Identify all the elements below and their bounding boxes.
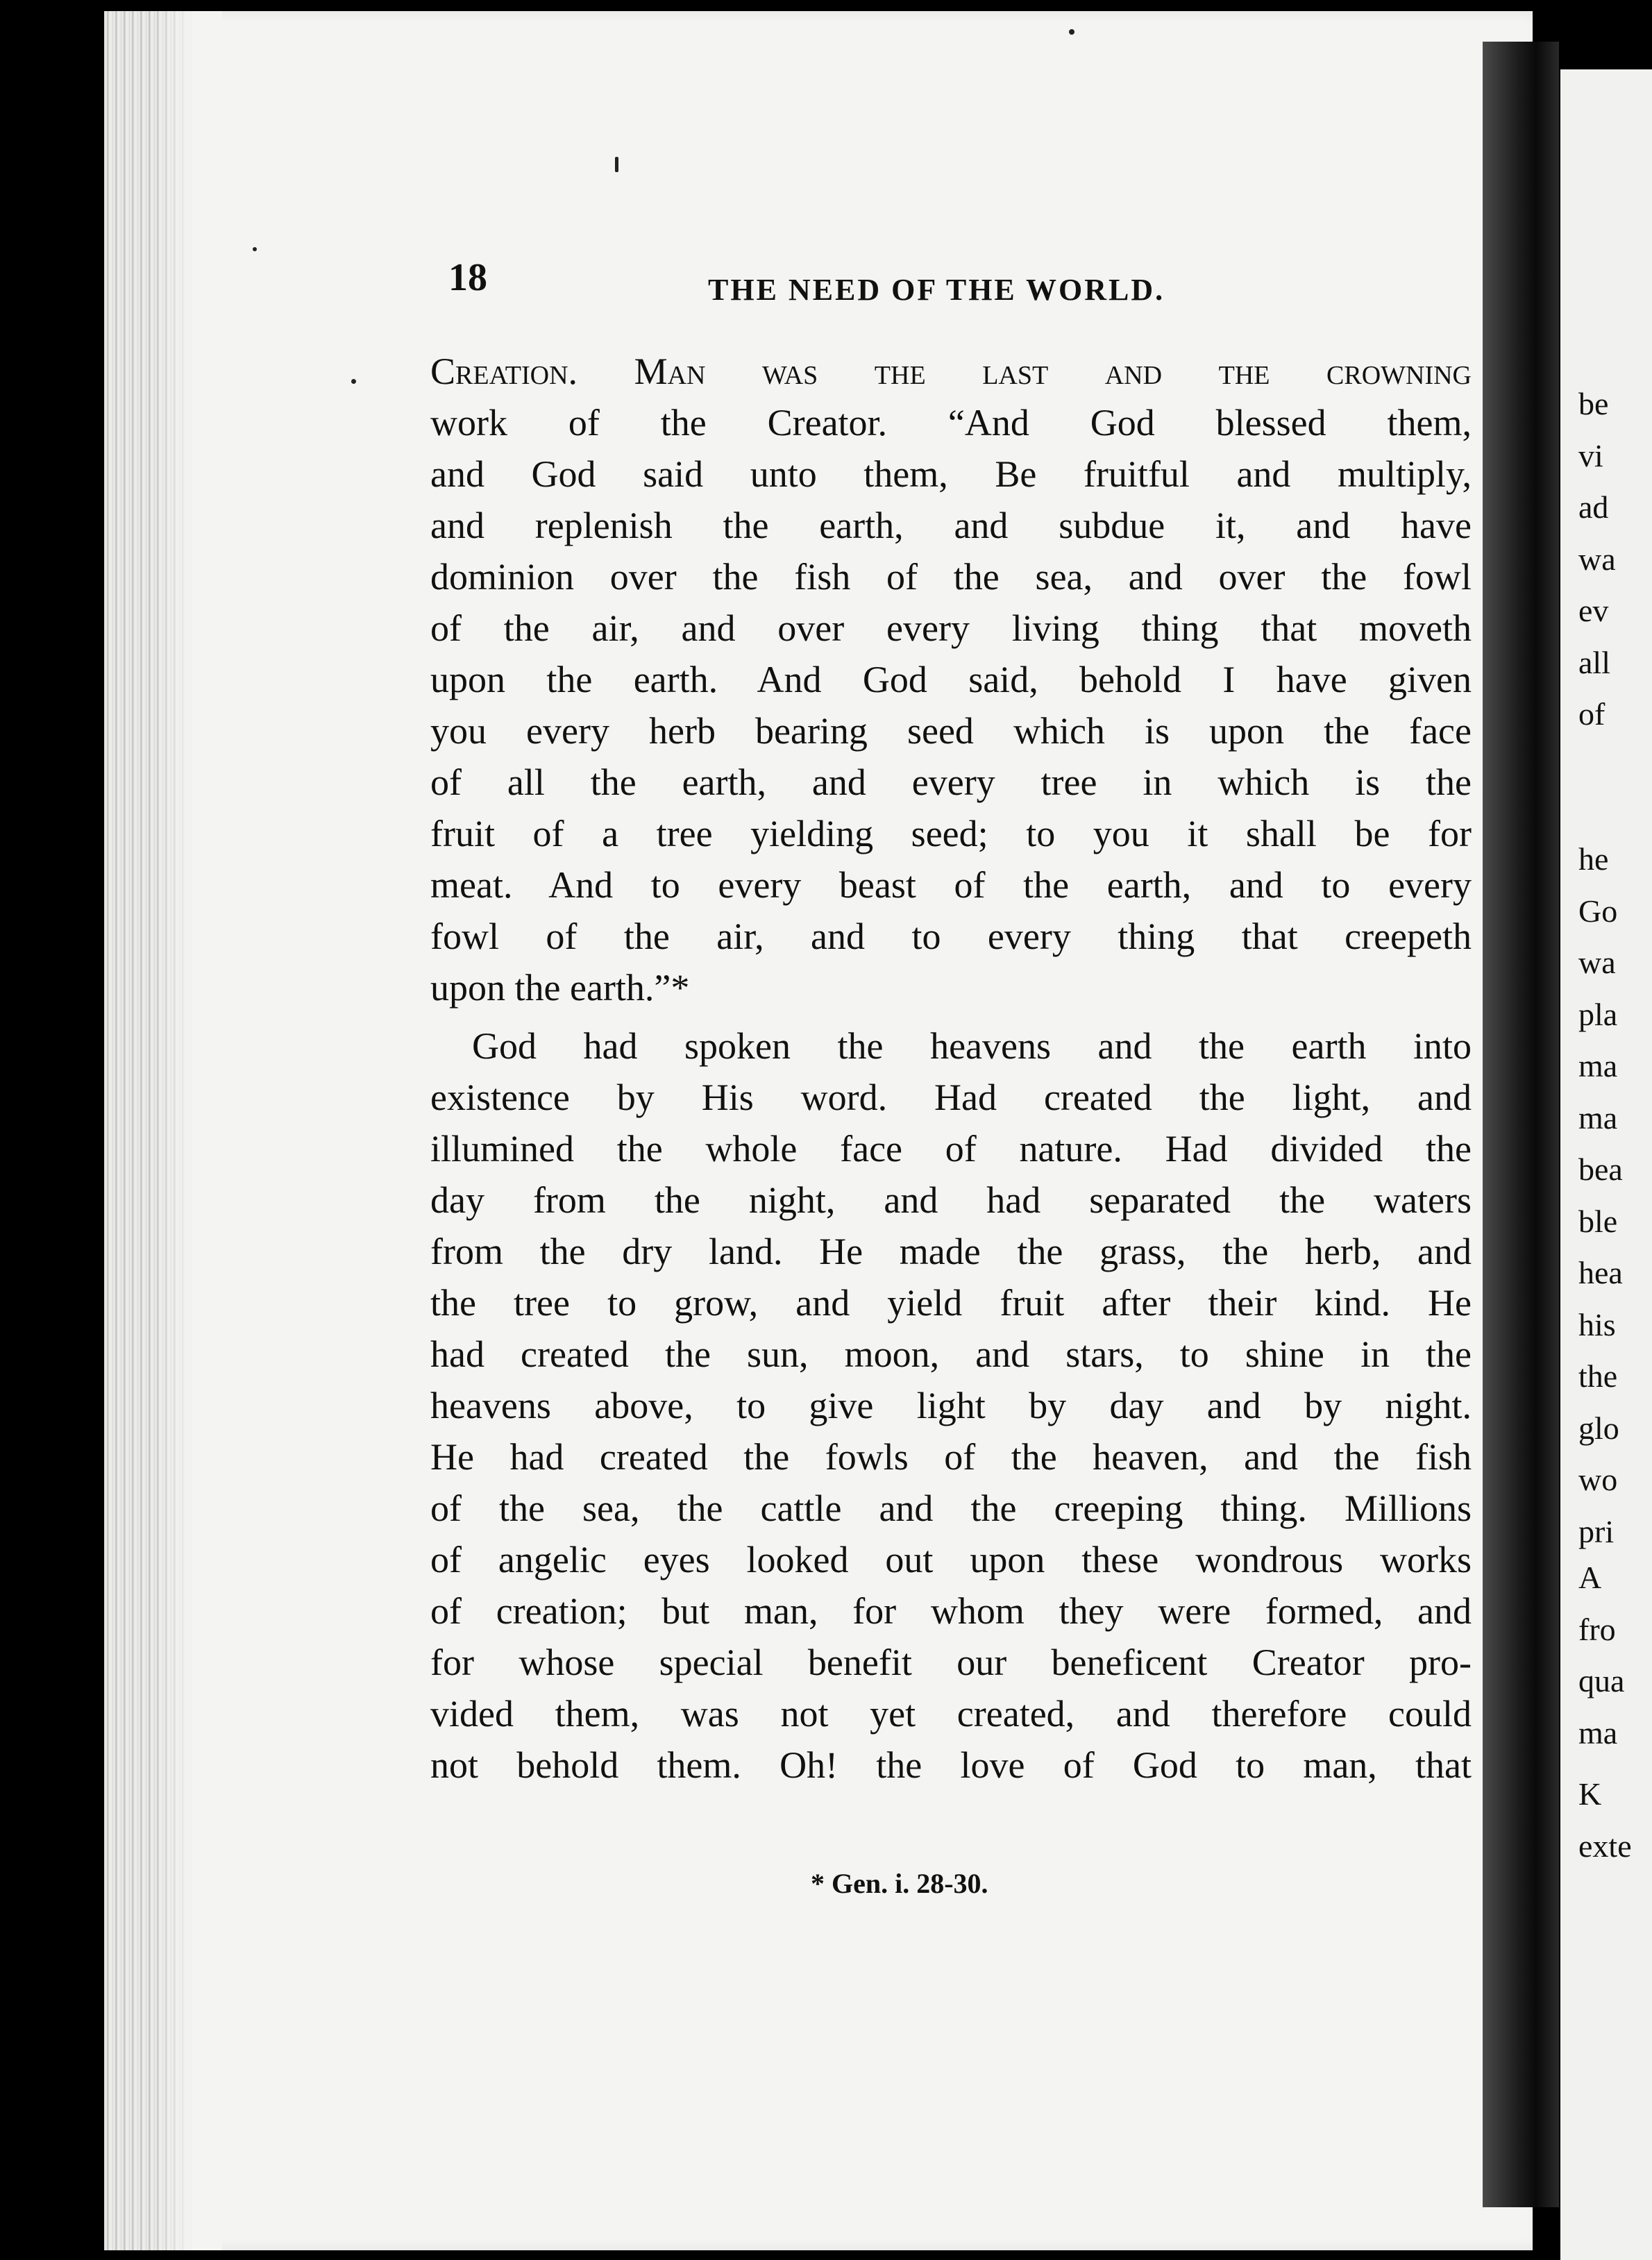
facing-page-fragment: he [1578,841,1609,877]
facing-page-fragment: vi [1578,437,1603,473]
text-line: for whose special benefit our beneficent Creator pro- [430,1642,1472,1683]
text-line: existence by His word. Had created the light, and [430,1077,1472,1118]
facing-page-fragment: wo [1578,1462,1618,1497]
text-line: of all the earth, and every tree in which is the [430,761,1472,803]
facing-page-fragment: exte [1578,1828,1632,1864]
facing-page-fragment: pri [1578,1513,1615,1549]
facing-page-fragment: Go [1578,893,1618,929]
page-edges [104,11,222,2250]
text-line: of angelic eyes looked out upon these wondrous works [430,1539,1472,1580]
text-line: dominion over the fish of the sea, and over the fowl [430,556,1472,598]
book-gutter [1483,42,1559,2207]
text-line: not behold them. Oh! the love of God to man, that [430,1744,1472,1786]
text-line: meat. And to every beast of the earth, and to every [430,864,1472,906]
section-heading: Creation. Man was the last and the crowning [430,351,1472,392]
facing-page-fragment: ma [1578,1048,1618,1083]
facing-page-fragment: qua [1578,1663,1625,1698]
scan-speck [253,247,257,251]
book-page-right [1560,69,1652,2260]
facing-page-fragment: glo [1578,1410,1619,1446]
facing-page-fragment: wa [1578,541,1616,577]
text-line: God had spoken the heavens and the earth into [472,1025,1472,1067]
text-line: you every herb bearing seed which is upon the face [430,710,1472,752]
facing-page-fragment: be [1578,386,1609,421]
text-line: and God said unto them, Be fruitful and multiply, [430,453,1472,495]
text-line [430,397,1472,448]
facing-page-fragment: ad [1578,489,1609,525]
facing-page-fragment: the [1578,1358,1618,1394]
facing-page-fragment: wa [1578,945,1616,980]
text-line: upon the earth.”* [430,967,690,1009]
text-line: and replenish the earth, and subdue it, and have [430,505,1472,546]
facing-page-fragment: ma [1578,1714,1618,1751]
facing-page-fragment: pla [1578,996,1618,1032]
scan-speck [1069,29,1074,35]
text-line: had created the sun, moon, and stars, to shine in the [430,1333,1472,1375]
scan-speck [615,157,618,172]
body-text [430,346,1472,1791]
text-line: fruit of a tree yielding seed; to you it shall be for [430,813,1472,854]
text-line: fowl of the air, and to every thing that creepeth [430,916,1472,957]
text-line: day from the night, and had separated the waters [430,1179,1472,1221]
facing-page-fragment: all [1578,644,1610,680]
text-line [430,346,1472,397]
facing-page-fragment: his [1578,1306,1616,1342]
text-line: upon the earth. And God said, behold I have given [430,659,1472,700]
text-line: of creation; but man, for whom they were formed, and [430,1590,1472,1632]
facing-page-fragment: of [1578,696,1605,732]
facing-page-fragment: fro [1578,1611,1616,1647]
running-head: THE NEED OF THE WORLD. [708,273,1165,307]
text-line: of the sea, the cattle and the creeping thing. Millions [430,1487,1472,1529]
text-line: He had created the fowls of the heaven, and the fish [430,1436,1472,1478]
text-line: illumined the whole face of nature. Had divided the [430,1128,1472,1170]
facing-page-fragment: A [1578,1560,1602,1595]
facing-page-fragment: ev [1578,593,1609,628]
facing-page-fragment: K [1578,1776,1602,1812]
page-number: 18 [448,256,487,299]
facing-page-fragment: ma [1578,1099,1618,1136]
text-line: of the air, and over every living thing that moveth [430,607,1472,649]
scan-speck [351,379,356,384]
text-line-content: work of the Creator. “And God blessed them, [430,402,1472,444]
facing-page-fragment: ble [1578,1203,1618,1239]
text-line: the tree to grow, and yield fruit after their kind. He [430,1282,1472,1324]
facing-page-fragment: bea [1578,1152,1623,1187]
facing-page-fragment: hea [1578,1255,1623,1290]
text-line: vided them, was not yet created, and therefore could [430,1693,1472,1735]
footnote: * Gen. i. 28-30. [811,1868,988,1899]
text-line: heavens above, to give light by day and by night. [430,1385,1472,1426]
text-line: from the dry land. He made the grass, the herb, and [430,1231,1472,1272]
